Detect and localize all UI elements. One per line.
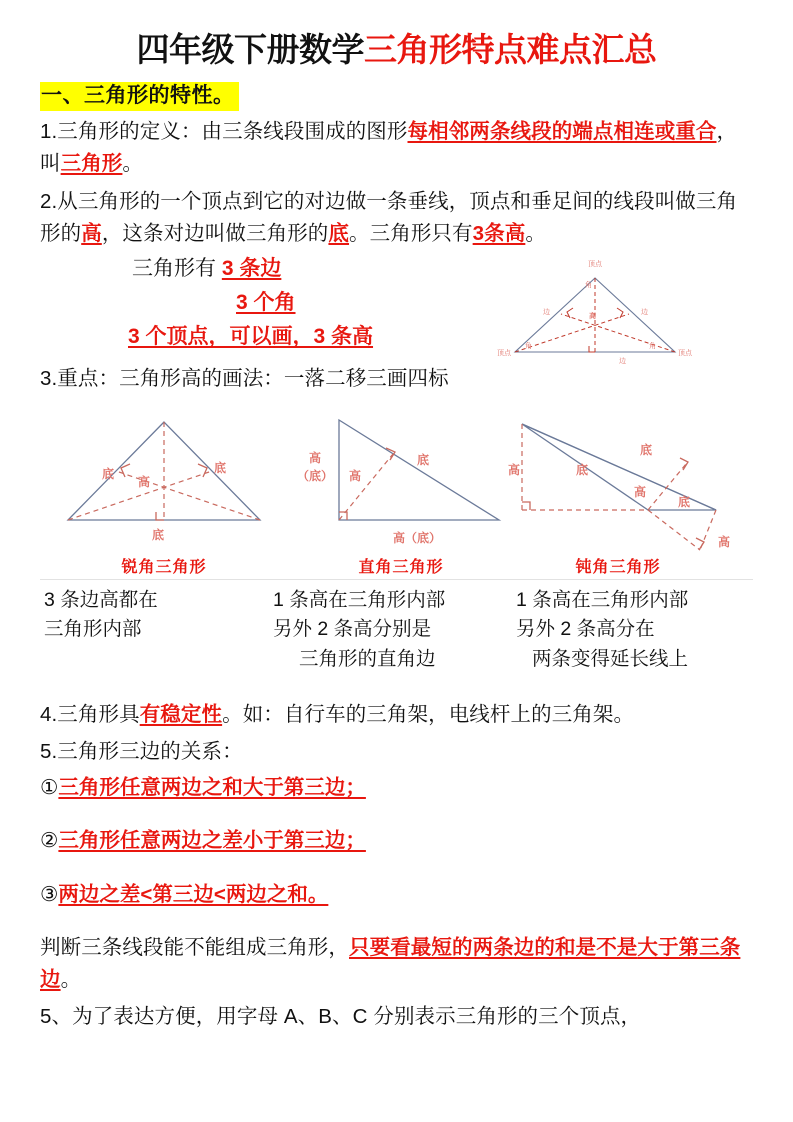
small-label-side-left: 边 xyxy=(543,309,550,317)
acute-label-height: 高 xyxy=(138,474,151,489)
explanation-columns xyxy=(40,586,753,694)
right-label-leg-bottom: 高（底） xyxy=(392,530,442,545)
height-def-line2b: ，这条对边叫做三角形的 xyxy=(101,222,329,246)
acute-label-side-right: 底 xyxy=(214,460,227,475)
right-caption: 直角三角形 xyxy=(358,558,444,576)
col3-line1: 1 条高在三角形内部 xyxy=(516,588,689,611)
stability-lead: 4.三角形具 xyxy=(40,702,140,726)
title-red-part: 三角形特点难点汇总 xyxy=(364,31,657,68)
height-def-line2a: 段叫做三角形的 xyxy=(40,189,738,246)
callout-line-2 xyxy=(236,288,296,318)
judgement-red-line2: 大于第三条边 xyxy=(40,935,741,991)
triangle-figure-row xyxy=(40,402,753,577)
side-relation-heading: 5.三角形三边的关系： xyxy=(40,740,243,764)
stability-tail: 。如：自行车的三角架，电线杆上的三角架。 xyxy=(222,702,635,726)
callout-line-1 xyxy=(132,254,281,284)
col2-line1: 1 条高在三角形内部 xyxy=(273,588,446,611)
rule-1-text: 三角形任意两边之和大于第三边； xyxy=(58,775,366,799)
right-outline xyxy=(339,420,499,520)
small-label-angle-right: 角 xyxy=(649,343,656,351)
height-def-line2c: 。三角形只有 xyxy=(349,222,473,246)
obtuse-label-base-short: 底 xyxy=(678,494,691,509)
explanation-column-2 xyxy=(273,586,445,675)
small-triangle-figure xyxy=(489,256,701,368)
obtuse-right-angle-outer xyxy=(696,538,704,550)
obtuse-label-altitude-inner: 高 xyxy=(634,484,647,499)
callout-line-3 xyxy=(128,322,373,352)
definition-red-key: 每相邻两条线段的端点相连或重合 xyxy=(407,119,717,143)
rule-item-2 xyxy=(40,824,753,857)
obtuse-label-ext-height-left: 高 xyxy=(508,462,521,477)
judgement-tail: 。 xyxy=(60,968,82,991)
definition-tail: 。 xyxy=(122,152,144,176)
height-definition-paragraph xyxy=(40,186,753,251)
small-label-vertex-top: 顶点 xyxy=(588,261,602,269)
acute-label-side-bottom: 底 xyxy=(151,527,165,542)
obtuse-triangle-figure xyxy=(500,402,736,577)
acute-triangle-figure xyxy=(46,402,282,577)
obtuse-right-angle-inner xyxy=(680,458,688,470)
obtuse-caption: 钝角三角形 xyxy=(575,558,661,576)
section-divider xyxy=(40,579,753,580)
col3-line2: 另外 2 条高分在 xyxy=(516,618,655,641)
right-label-hypotenuse: 底 xyxy=(417,452,430,467)
right-altitude-to-hypotenuse xyxy=(339,454,393,520)
term-three-heights: 3条高 xyxy=(472,222,526,246)
explanation-column-3 xyxy=(516,586,688,675)
judgement-lead: 判断三条线段能不能组成三角形， xyxy=(40,935,349,959)
col1-line2: 三角形内部 xyxy=(44,618,142,641)
right-triangle-svg xyxy=(283,402,519,554)
page-title xyxy=(40,0,753,68)
small-label-vertex-left: 顶点 xyxy=(497,350,511,358)
rule-item-3 xyxy=(40,878,753,911)
height-def-line2d: 。 xyxy=(525,222,546,246)
height-def-line1: 2.从三角形的一个顶点到它的对边做一条垂线，顶点和垂足间的线 xyxy=(40,189,635,213)
stability-paragraph xyxy=(40,699,753,731)
stability-red-key: 有稳定性 xyxy=(139,702,223,726)
acute-right-angle-bottom xyxy=(156,512,164,520)
small-label-angle-top: 角 xyxy=(585,282,592,290)
small-label-vertex-right: 顶点 xyxy=(678,350,692,358)
obtuse-label-side-mid: 底 xyxy=(576,462,589,477)
small-label-side-bottom: 边 xyxy=(619,358,626,366)
explanation-column-1 xyxy=(44,586,158,645)
judgement-red-line1: 只要看最短的两条边的和是不是 xyxy=(349,935,638,959)
col2-line3: 三角形的直角边 xyxy=(299,648,436,671)
small-triangle-svg xyxy=(489,256,701,368)
right-label-leg-left-paren: （底） xyxy=(297,468,334,483)
term-height: 高 xyxy=(81,222,102,246)
callout-angles: 3 个角 xyxy=(236,291,296,315)
right-label-altitude: 高 xyxy=(349,468,362,483)
section-header-row xyxy=(40,82,753,111)
small-altitude-from-right xyxy=(561,314,675,352)
right-triangle-figure xyxy=(283,402,519,577)
callout-prefix: 三角形有 xyxy=(132,257,216,281)
rule-3-marker: ③ xyxy=(40,882,59,906)
term-base: 底 xyxy=(328,222,350,246)
title-black-part: 四年级下册数学 xyxy=(136,31,364,68)
small-right-angle-bottom xyxy=(589,346,595,352)
letters-paragraph: 5、为了表达方便，用字母 A、B、C 分别表示三角形的三个顶点， xyxy=(40,1005,642,1029)
obtuse-right-angle-left xyxy=(522,502,530,510)
section-header: 一、三角形的特性。 xyxy=(40,82,239,111)
callout-vertices: 3 个顶点，可以画，3 条高 xyxy=(128,325,374,349)
rule-1-marker: ① xyxy=(40,775,59,799)
acute-caption: 锐角三角形 xyxy=(121,558,207,576)
col2-line2: 另外 2 条高分别是 xyxy=(273,618,432,641)
rule-item-1 xyxy=(40,771,753,804)
rule-2-marker: ② xyxy=(40,829,59,853)
obtuse-label-side-upper: 底 xyxy=(640,442,653,457)
definition-term-triangle: 三角形 xyxy=(60,152,123,176)
acute-label-side-left: 底 xyxy=(102,466,115,481)
col3-line3: 两条变得延长线上 xyxy=(532,648,689,671)
small-altitude-from-left xyxy=(515,314,629,352)
small-label-height: 高 xyxy=(589,313,596,321)
definition-paragraph xyxy=(40,116,753,181)
key-point-paragraph: 3.重点：三角形高的画法：一落二移三画四标 xyxy=(40,367,449,391)
judgement-paragraph xyxy=(40,932,753,997)
callout-sides: 3 条边 xyxy=(221,257,282,281)
small-label-side-right: 边 xyxy=(641,309,648,317)
definition-lead: 1.三角形的定义：由三条线段围成的图形 xyxy=(40,119,408,143)
acute-triangle-svg xyxy=(46,402,282,554)
col1-line1: 3 条边高都在 xyxy=(44,588,158,611)
small-label-angle-left: 角 xyxy=(525,343,532,351)
obtuse-label-ext-height-right: 高 xyxy=(718,534,731,549)
right-label-leg-left: 高 xyxy=(309,450,322,465)
rule-2-text: 三角形任意两边之差小于第三边； xyxy=(58,829,366,853)
rule-3-text: 两边之差<第三边<两边之和。 xyxy=(58,882,329,906)
obtuse-triangle-svg xyxy=(500,402,760,554)
definition-mid: ，叫 xyxy=(40,119,738,176)
callout-block xyxy=(40,254,753,366)
obtuse-ext-altitude-right-base xyxy=(648,510,700,550)
